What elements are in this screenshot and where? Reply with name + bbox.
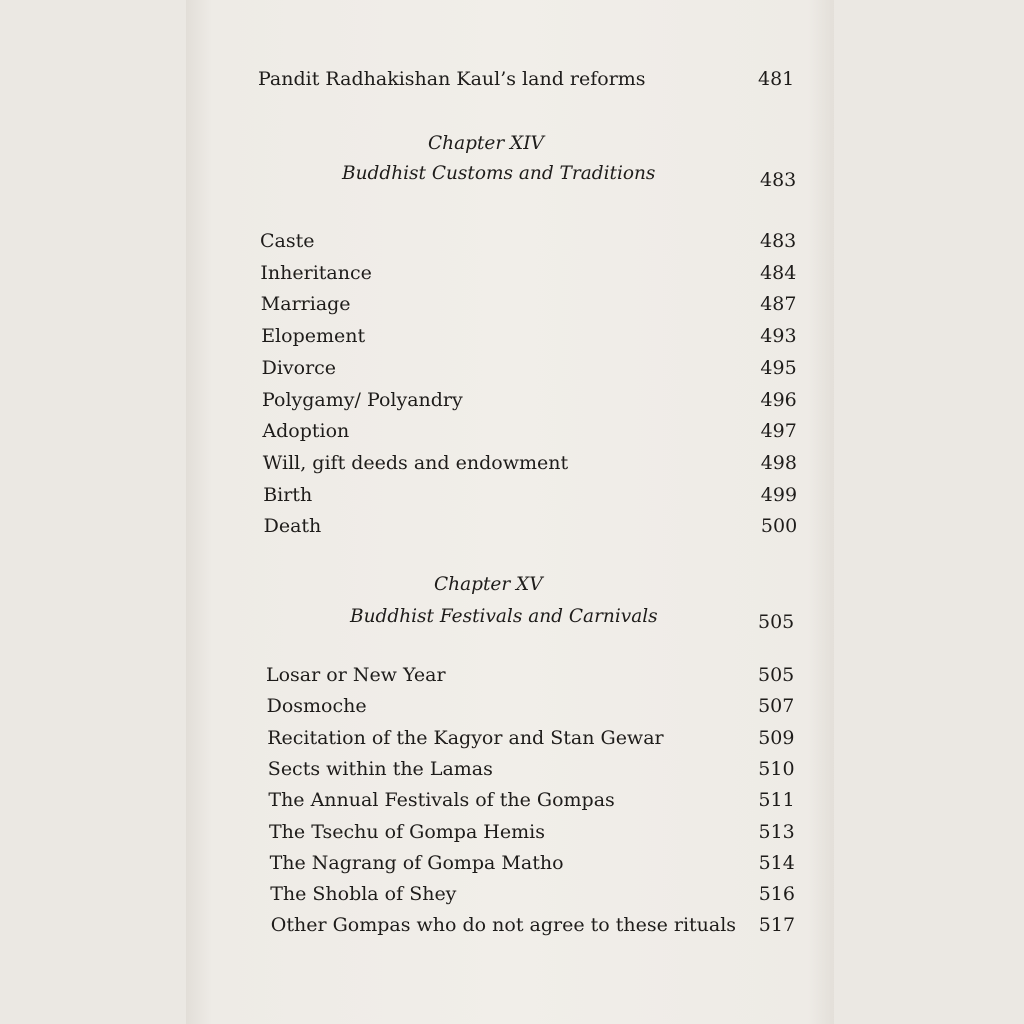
toc-entry-page: 505 [758, 611, 795, 633]
toc-entry-label: Pandit Radhakishan Kaul’s land reforms [258, 68, 646, 90]
toc-entry-page: 511 [758, 789, 795, 812]
toc-entry-page: 483 [760, 230, 797, 252]
toc-entry-page: 493 [760, 325, 797, 348]
toc-entry-label: Recitation of the Kagyor and Stan Gewar [267, 726, 664, 749]
toc-entry-page: 498 [760, 451, 797, 474]
toc-entry-label: The Annual Festivals of the Gompas [268, 789, 615, 812]
toc-entry-label: Birth [263, 483, 313, 506]
toc-entry-page: 509 [758, 726, 795, 749]
toc-entry-label: Divorce [261, 356, 337, 379]
chapter-title: Buddhist Festivals and Carnivals [350, 606, 658, 627]
toc-entry-page: 517 [758, 914, 796, 937]
toc-entry-page: 481 [758, 68, 795, 90]
toc-entry-label: Caste [260, 230, 315, 252]
toc-entry-label: Losar or New Year [266, 664, 446, 686]
toc-entry-page: 495 [760, 356, 797, 379]
toc-entry-page: 513 [758, 820, 795, 843]
toc-entry-label: The Tsechu of Gompa Hemis [269, 820, 545, 843]
toc-entry-page: 497 [760, 420, 797, 443]
toc-entry-label: Marriage [260, 293, 351, 316]
chapter-number: Chapter XIV [428, 133, 544, 154]
toc-entry-page: 483 [760, 169, 797, 191]
toc-entry-page: 499 [760, 483, 798, 506]
book-page [186, 0, 834, 1024]
toc-entry-label: Inheritance [260, 261, 372, 284]
toc-entry-label: The Shobla of Shey [270, 883, 457, 906]
toc-entry-label: Elopement [261, 325, 366, 348]
toc-entry-page: 496 [760, 388, 797, 411]
toc-entry-label: The Nagrang of Gompa Matho [269, 851, 564, 874]
toc-entry-label: Will, gift deeds and endowment [262, 451, 569, 474]
toc-entry-label: Polygamy/ Polyandry [262, 388, 463, 411]
toc-entry-page: 500 [760, 515, 798, 538]
toc-entry-label: Sects within the Lamas [267, 757, 493, 780]
toc-entry-label: Dosmoche [266, 695, 367, 718]
toc-entry-label: Adoption [262, 420, 350, 443]
toc-entry-page: 505 [758, 664, 795, 686]
toc-entry-page: 507 [758, 695, 795, 718]
toc-entry-page: 514 [758, 851, 795, 874]
toc-entry-page: 510 [758, 757, 795, 780]
toc-entry-page: 484 [760, 261, 797, 284]
toc-entry-label: Other Gompas who do not agree to these rituals [270, 914, 737, 937]
chapter-title: Buddhist Customs and Traditions [342, 163, 656, 184]
toc-entry-label: Death [263, 515, 322, 538]
chapter-number: Chapter XV [434, 574, 543, 595]
toc-entry-page: 516 [758, 883, 795, 906]
toc-entry-page: 487 [760, 293, 797, 316]
